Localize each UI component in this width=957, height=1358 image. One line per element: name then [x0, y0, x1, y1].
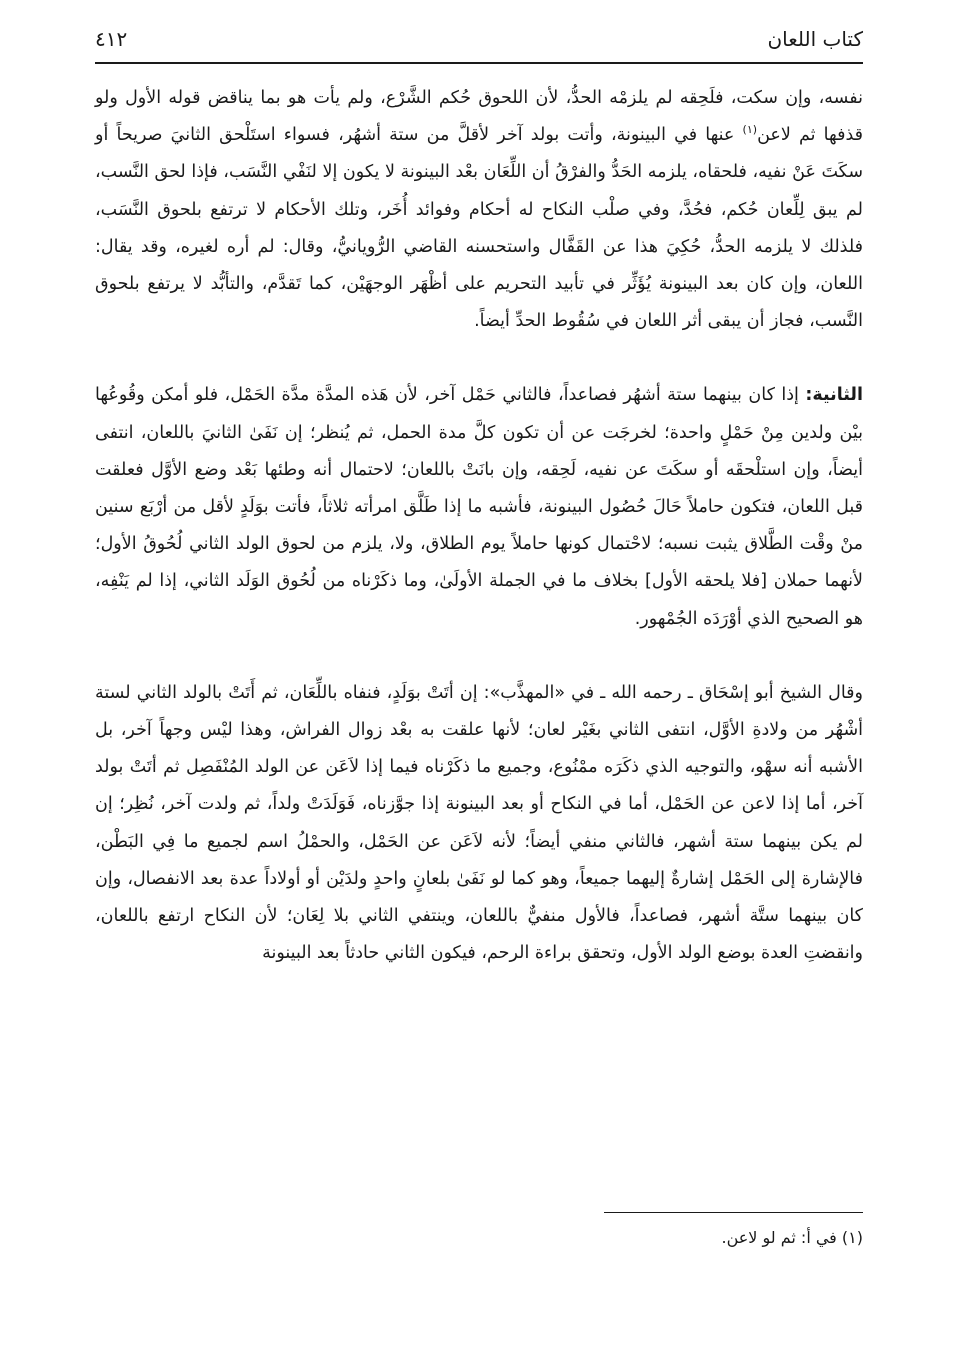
paragraph-2-text: إذا كان بينهما ستة أشهُر فصاعداً، فالثاني حَمْل آخر، لأن هَذه المدَّة مدَّة الحَمْل، فلو أمكن وقُوعُها بيْن ولدين مِنْ حَمْلٍ واحدة؛ لخرجَت عن أن تكون كلَّ مدة الحمل، ثم يُنظر؛ إن نَفَىٰ الثانيَ باللعان، انتفى أيضاً، وإن استلْحقَه أو سكَتَ عن نفيه، لَحِقه، وإن بانَتْ باللعان؛ لاحتمال أنه وطئها بَعْد وضع الأوَّل فعلقت قبل اللعان، فتكون حاملاً حَالَ حُصُول البينونة، فأشبه ما إذا طَلَّق امرأته ثلاثاً، فأتت بوَلَدٍ لأقل من أرْبَع سنين منْ وقْت الطَّلاق يثبت نسبه؛ لاحْتمال كونها حاملاً يوم الطلاق، ولا، يلزم من لحوق الولد الثاني لُحُوقُ الأول؛ لأنهما حملان [فلا يلحقه الأول] بخلاف ما في الجملة الأولَىٰ، وما ذكَرْناه من لُحُوق الوَلَد الثاني، إذا لم يَنْفِه، هو الصحيح الذي أوْرَدَه الجُمْهور. — [95, 385, 863, 629]
paragraph-3 — [95, 675, 863, 973]
footnote — [95, 1224, 863, 1252]
paragraph-spacer — [95, 638, 863, 675]
main-text — [95, 80, 863, 972]
paragraph-3-text: وقال الشيخ أبو إسْحَاق ـ رحمه الله ـ في «المهذَّب»: إن أتَتْ بوَلَدٍ، فنفاه باللِّعَان، ثم أَتَتْ بالولد الثاني لستة أشْهُر من ولادةِ الأوَّل، انتفى الثاني بغَيْر لعان؛ لأنها علقت به بعْد زوال الفراش، وهذا ليْس وجهاً آخر، بل الأشبه أنه سهْو، والتوجيه الذي ذكَرَه ممْنُوع، وجميع ما ذكَرْناه فيما إذا لاَعَن عن الولد المُنْفَصِل ثم أتَتْ بولد آخر، أما إذا لاعن عن الحَمْل، أما في النكاح أو بعد البينونة إذا جوَّزناه، فَوَلَدَتْ ولداً، ثم ولدت آخر، نُظِر؛ إن لم يكن بينهما ستة أشهر، فالثاني منفي أيضاً؛ لأنه لاَعَن عن الحَمْل، والحمْلُ اسم لجميع ما فِي البَطْن، فالإشارة إلى الحَمْل إشارةٌ إليهما جميعاً، وهو كما لو نَفَىٰ بلعانٍ واحدٍ ولدَيْن أو أولاداً عدة بعد الانفصال، وإن كان بينهما ستَّة أشهر، فصاعداً، فالأول منفيٌّ باللعان، وينتفي الثاني بلا لِعَان؛ لأن النكاح ارتفع باللعان، وانقضتِ العدة بوضع الولد الأول، وتحقق براءة الرحم، فيكون الثاني حادثاً بعد البينونة — [95, 682, 863, 964]
paragraph-1-text-a: نفسه، وإن سكت، فلَحِقه لم يلزمْه الحدُّ، لأن اللحوق حُكم الشَّرْع، ولم يأت هو بما يناقض قوله الأول ولو قذفها ثم لاعن — [95, 88, 863, 146]
paragraph-1-text-b: عنها في البينونة، وأتت بولد آخر لأقلَّ من ستة أشهُر، فسواء استَلْحق الثانيَ صريحاً أو سكَتَ عَنْ نفيه، فلحقاه، يلزمه الحَدُّ والفرْقُ أن اللِّعَان بعْد البينونة لا يكون إلا لنَفْي النَّسَب، فإذا لحق النَّسب، لم يبق لِلِّعان حُكم، فحُدَّ، وفي صلْب النكاح له أحكام وفوائد أُخَر، وتلك الأحكام لا ترتفع بلحوق النَّسَب، فلذلك لا يلزمه الحدُّ، حُكِيَ هذا عن القَفَّال واستحسنه القاضي الرُّويانيُّ، وقال: لم أره لغيره، وقد يقال: اللعان، وإن كان بعد البينونة يُؤَثِّر في تأبيد التحريم على أظْهَر الوجهَيْن، كما تَقدَّم، والتأبُّد لا يرتفع بلحوق النَّسب، فجاز أن يبقى أثر اللعان في سُقُوط الحدِّ أيضاً. — [95, 125, 863, 332]
page-number: ٤١٢ — [95, 27, 128, 51]
footnote-text: (١) في أ: ثم لو لاعن. — [721, 1228, 863, 1247]
paragraph-spacer — [95, 340, 863, 377]
page-header — [95, 22, 863, 56]
paragraph-2-heading: الثانية: — [805, 385, 863, 406]
chapter-title: كتاب اللعان — [767, 27, 863, 51]
footnote-divider — [604, 1212, 863, 1213]
paragraph-1 — [95, 80, 863, 340]
header-divider — [95, 62, 863, 64]
paragraph-2 — [95, 377, 863, 637]
footnote-marker[interactable]: (١) — [742, 123, 758, 137]
